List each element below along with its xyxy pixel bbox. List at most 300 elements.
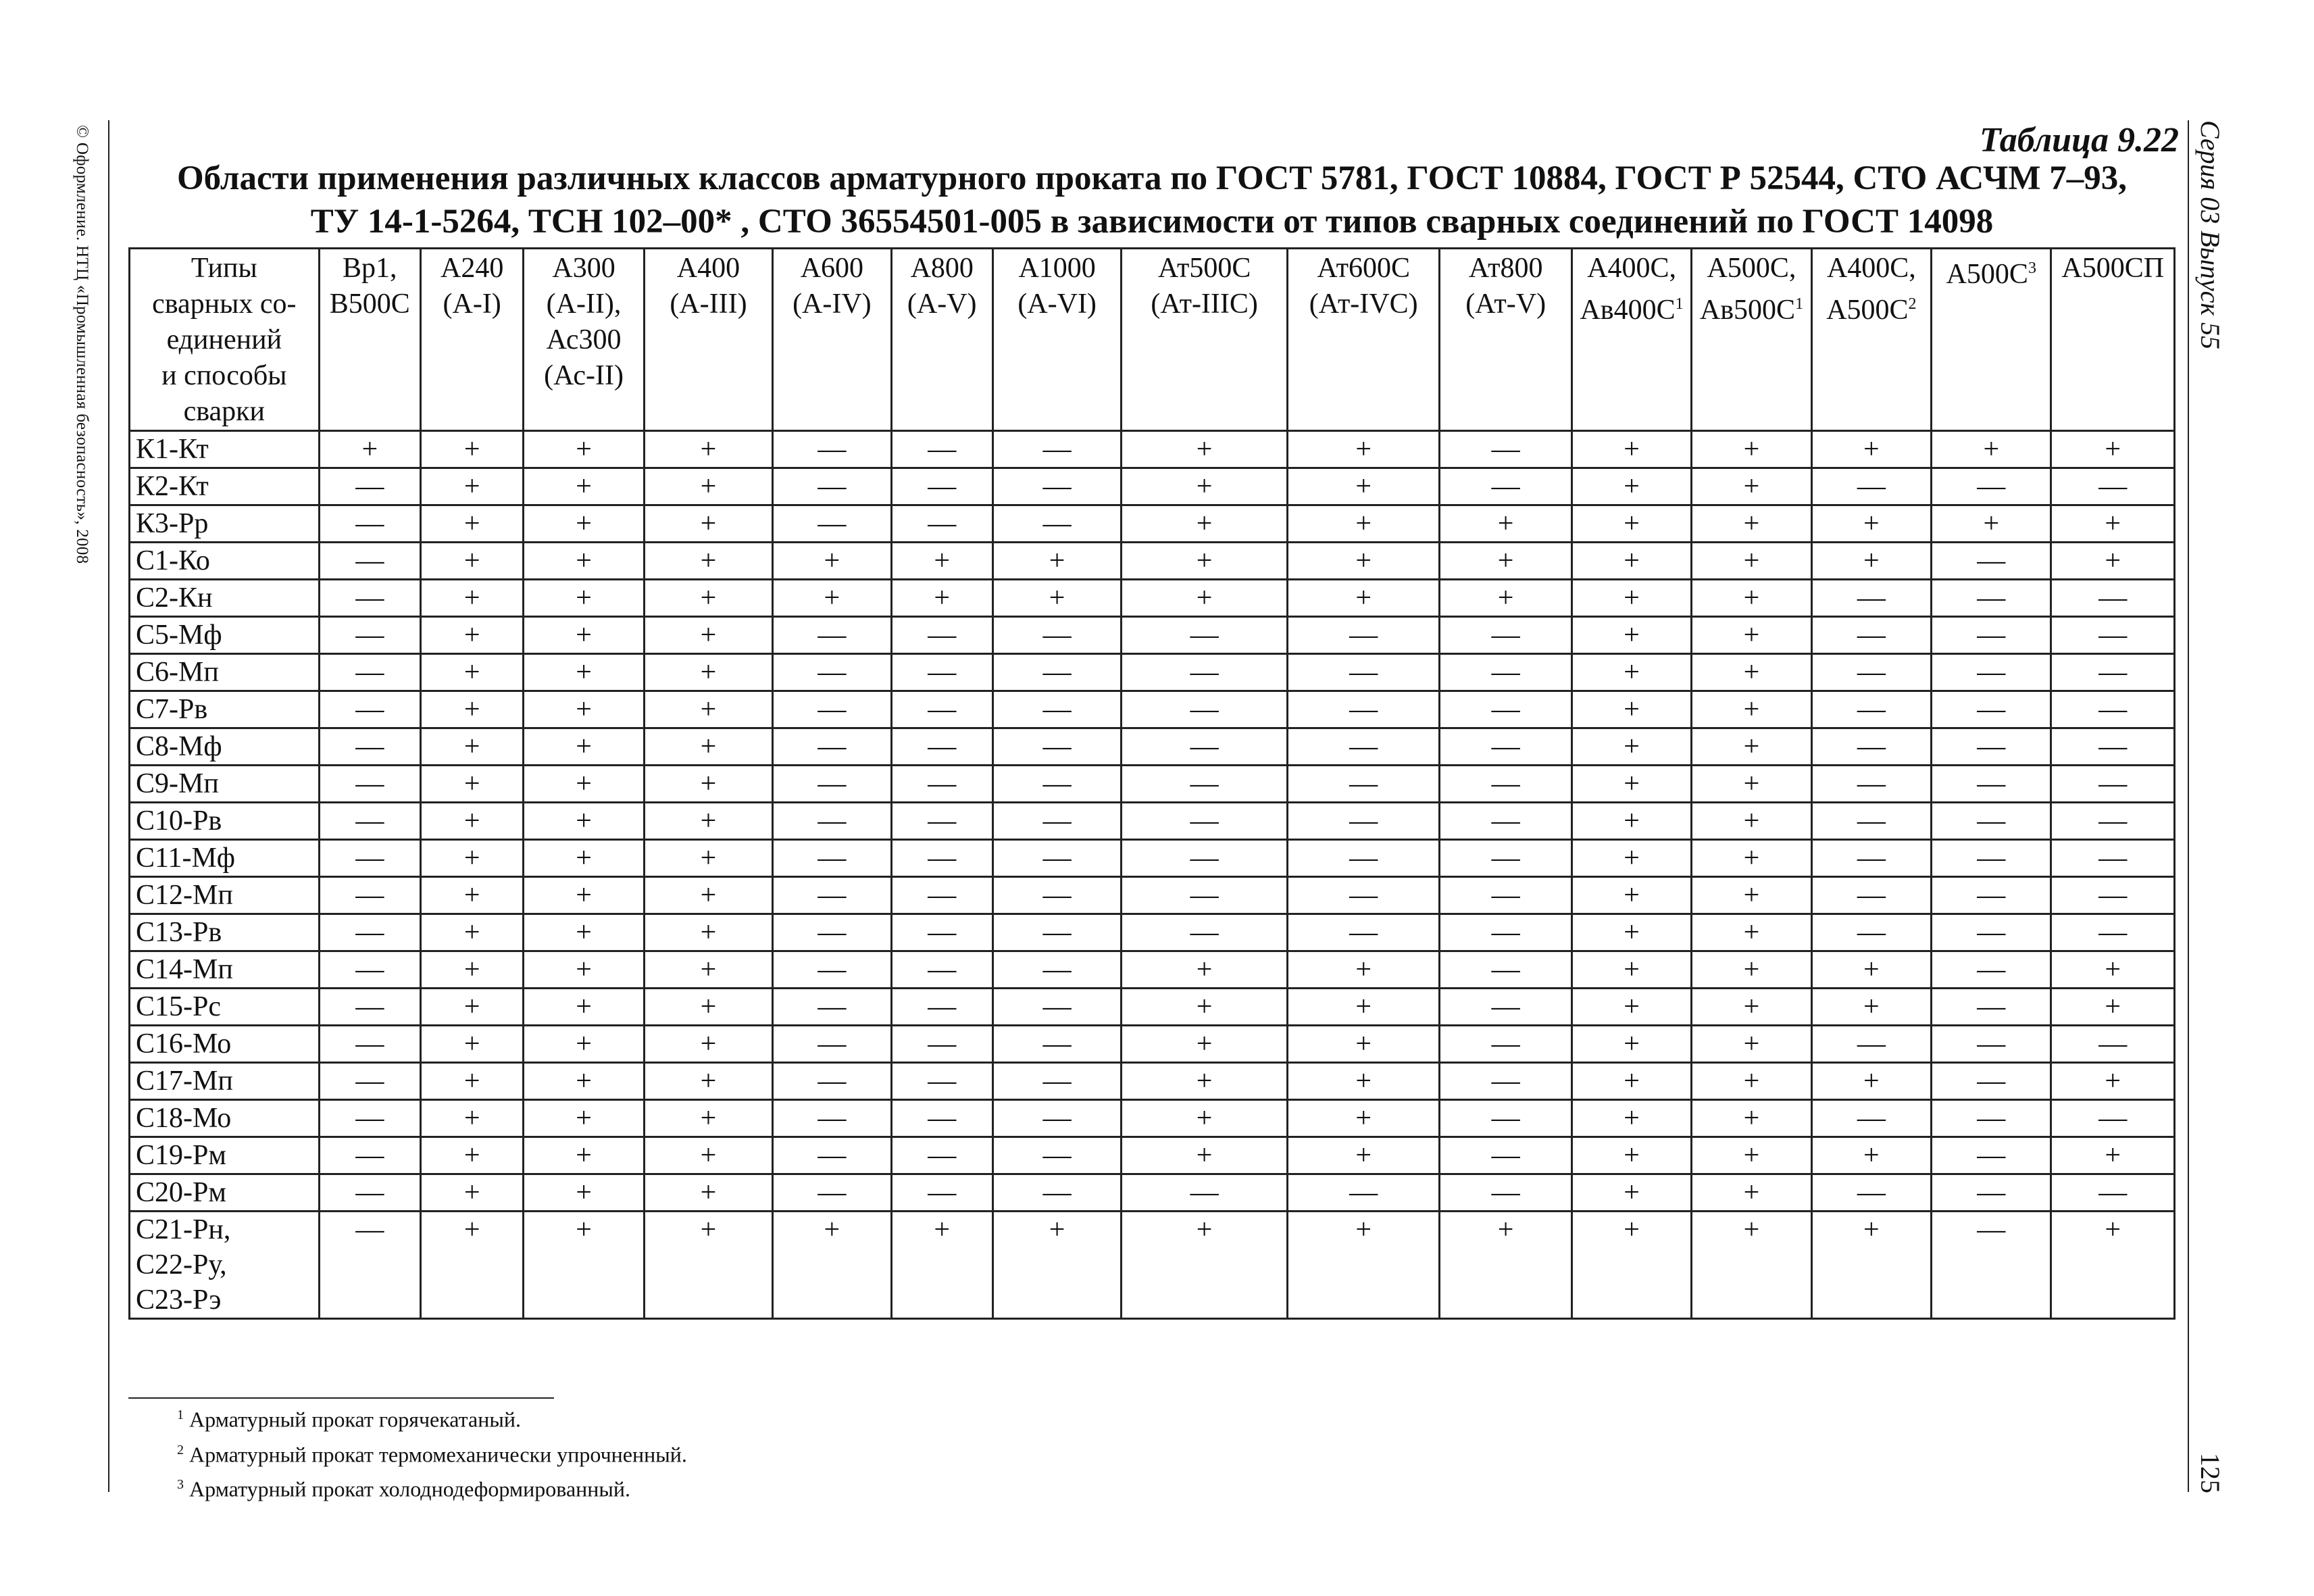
- row-label: К3-Рр: [130, 505, 320, 543]
- table-cell: +: [1692, 951, 1811, 989]
- table-cell: —: [1440, 728, 1571, 766]
- table-cell: +: [1571, 1063, 1691, 1100]
- table-cell: +: [644, 1174, 772, 1212]
- table-cell: —: [773, 1137, 891, 1174]
- table-cell: +: [524, 766, 644, 803]
- table-cell: —: [1440, 1026, 1571, 1063]
- table-cell: +: [1932, 431, 2051, 468]
- table-cell: +: [644, 468, 772, 505]
- table-row: [130, 1063, 2175, 1100]
- table-cell: —: [319, 728, 420, 766]
- table-cell: —: [1122, 1174, 1288, 1212]
- table-row: [130, 766, 2175, 803]
- table-cell: —: [773, 1174, 891, 1212]
- table-row: [130, 691, 2175, 728]
- table-cell: +: [644, 431, 772, 468]
- table-row: [130, 431, 2175, 468]
- table-cell: +: [1287, 505, 1440, 543]
- table-title: [128, 157, 2175, 243]
- table-cell: +: [1811, 1212, 1931, 1319]
- table-cell: +: [1287, 1137, 1440, 1174]
- table-cell: —: [1440, 951, 1571, 989]
- table-cell: +: [319, 431, 420, 468]
- table-cell: —: [992, 1137, 1121, 1174]
- table-cell: +: [420, 580, 523, 617]
- table-cell: +: [420, 1026, 523, 1063]
- table-cell: —: [2051, 1174, 2175, 1212]
- table-cell: +: [1440, 580, 1571, 617]
- table-cell: —: [992, 766, 1121, 803]
- table-cell: +: [2051, 505, 2175, 543]
- table-cell: +: [420, 468, 523, 505]
- table-row: [130, 914, 2175, 951]
- table-cell: —: [1932, 1063, 2051, 1100]
- table-cell: —: [992, 691, 1121, 728]
- table-cell: +: [524, 431, 644, 468]
- table-cell: —: [2051, 1026, 2175, 1063]
- row-label: С16-Мо: [130, 1026, 320, 1063]
- table-cell: —: [1932, 1100, 2051, 1137]
- right-margin-rule: [2188, 120, 2189, 1492]
- table-row: [130, 989, 2175, 1026]
- table-row: [130, 505, 2175, 543]
- table-cell: —: [319, 1063, 420, 1100]
- table-row: [130, 468, 2175, 505]
- table-cell: —: [992, 1063, 1121, 1100]
- row-label: С19-Рм: [130, 1137, 320, 1174]
- table-cell: —: [891, 914, 992, 951]
- table-cell: —: [1932, 691, 2051, 728]
- table-cell: —: [1811, 580, 1931, 617]
- table-cell: —: [1287, 654, 1440, 691]
- table-cell: —: [1811, 766, 1931, 803]
- table-row: [130, 617, 2175, 654]
- table-cell: —: [1811, 877, 1931, 914]
- footnote-ref-1: 1: [1795, 295, 1804, 313]
- table-cell: —: [1811, 803, 1931, 840]
- table-cell: —: [773, 691, 891, 728]
- table-body: [130, 431, 2175, 1319]
- table-cell: +: [420, 691, 523, 728]
- series-label: Серия 03 Выпуск 55: [2195, 120, 2225, 350]
- table-cell: —: [2051, 914, 2175, 951]
- table-cell: +: [891, 580, 992, 617]
- header-a400c-av400c: А400С, $Ав400С^1$: [1571, 249, 1691, 431]
- table-row: [130, 654, 2175, 691]
- table-cell: +: [644, 914, 772, 951]
- table-row: [130, 1100, 2175, 1137]
- page-number: 125: [2195, 1453, 2225, 1493]
- table-cell: —: [1932, 1137, 2051, 1174]
- table-cell: —: [1287, 1174, 1440, 1212]
- table-cell: +: [644, 543, 772, 580]
- table-cell: —: [1440, 617, 1571, 654]
- table-cell: +: [1287, 1212, 1440, 1319]
- table-cell: +: [1287, 468, 1440, 505]
- table-cell: +: [1932, 505, 2051, 543]
- table-cell: +: [1122, 543, 1288, 580]
- table-cell: —: [891, 803, 992, 840]
- table-row: [130, 728, 2175, 766]
- table-cell: +: [644, 1100, 772, 1137]
- table-cell: —: [891, 877, 992, 914]
- table-cell: +: [1440, 543, 1571, 580]
- table-cell: +: [1122, 1100, 1288, 1137]
- table-cell: +: [1122, 1063, 1288, 1100]
- table-cell: —: [1287, 914, 1440, 951]
- table-cell: +: [1692, 505, 1811, 543]
- table-cell: +: [1571, 951, 1691, 989]
- table-row: [130, 951, 2175, 989]
- table-cell: —: [1440, 1174, 1571, 1212]
- table-cell: +: [524, 691, 644, 728]
- table-cell: +: [644, 766, 772, 803]
- table-row: [130, 580, 2175, 617]
- table-cell: +: [524, 1063, 644, 1100]
- header-at500c: Ат500С (Ат-IIIС): [1122, 249, 1288, 431]
- table-cell: —: [1811, 1026, 1931, 1063]
- table-cell: —: [1122, 766, 1288, 803]
- row-label: С8-Мф: [130, 728, 320, 766]
- table-cell: —: [1811, 468, 1931, 505]
- table-cell: —: [773, 617, 891, 654]
- table-cell: +: [1571, 691, 1691, 728]
- table-cell: +: [1692, 1174, 1811, 1212]
- table-cell: —: [2051, 803, 2175, 840]
- table-cell: —: [891, 1026, 992, 1063]
- table-cell: +: [1692, 1100, 1811, 1137]
- table-cell: +: [1811, 951, 1931, 989]
- table-cell: —: [2051, 840, 2175, 877]
- table-cell: —: [773, 505, 891, 543]
- table-cell: +: [644, 1212, 772, 1319]
- table-cell: +: [420, 989, 523, 1026]
- table-cell: —: [319, 468, 420, 505]
- table-cell: +: [420, 617, 523, 654]
- table-cell: +: [644, 877, 772, 914]
- table-cell: —: [1440, 431, 1571, 468]
- table-cell: +: [1692, 766, 1811, 803]
- table-cell: +: [1571, 468, 1691, 505]
- table-cell: +: [1287, 580, 1440, 617]
- table-cell: +: [644, 580, 772, 617]
- row-label: С17-Мп: [130, 1063, 320, 1100]
- table-cell: —: [1932, 989, 2051, 1026]
- table-cell: +: [1122, 1212, 1288, 1319]
- table-cell: —: [1287, 840, 1440, 877]
- table-cell: —: [773, 468, 891, 505]
- table-cell: +: [1122, 989, 1288, 1026]
- table-cell: —: [992, 989, 1121, 1026]
- table-cell: +: [2051, 1212, 2175, 1319]
- table-cell: +: [1571, 1174, 1691, 1212]
- header-a240: А240 (А-I): [420, 249, 523, 431]
- row-label: С1-Ко: [130, 543, 320, 580]
- table-row: [130, 1212, 2175, 1319]
- table-cell: +: [644, 1063, 772, 1100]
- table-cell: +: [1571, 1212, 1691, 1319]
- header-a800: А800 (А-V): [891, 249, 992, 431]
- table-cell: —: [1122, 691, 1288, 728]
- table-cell: —: [773, 728, 891, 766]
- header-a600: А600 (А-IV): [773, 249, 891, 431]
- table-cell: —: [1440, 1063, 1571, 1100]
- header-a400c-a500c: А400С, $А500С^2$: [1811, 249, 1931, 431]
- table-cell: —: [1440, 691, 1571, 728]
- header-a500c-av500c: А500С, $Ав500С^1$: [1692, 249, 1811, 431]
- table-cell: —: [319, 840, 420, 877]
- table-cell: —: [1811, 617, 1931, 654]
- table-cell: +: [1440, 1212, 1571, 1319]
- table-cell: —: [773, 1100, 891, 1137]
- table-cell: +: [420, 431, 523, 468]
- row-label: С14-Мп: [130, 951, 320, 989]
- table-cell: —: [1932, 766, 2051, 803]
- table-cell: —: [891, 989, 992, 1026]
- table-cell: —: [773, 803, 891, 840]
- table-cell: —: [891, 691, 992, 728]
- application-table: [128, 247, 2175, 1320]
- table-cell: —: [319, 543, 420, 580]
- row-label: К2-Кт: [130, 468, 320, 505]
- table-cell: +: [1692, 654, 1811, 691]
- table-cell: +: [524, 1212, 644, 1319]
- table-cell: —: [1122, 840, 1288, 877]
- header-at600c: Ат600С (Ат-IVС): [1287, 249, 1440, 431]
- table-cell: —: [891, 1063, 992, 1100]
- table-cell: +: [420, 654, 523, 691]
- table-cell: +: [773, 543, 891, 580]
- table-cell: +: [524, 840, 644, 877]
- table-cell: —: [1440, 654, 1571, 691]
- table-cell: —: [319, 1174, 420, 1212]
- table-cell: —: [2051, 766, 2175, 803]
- table-cell: —: [319, 1137, 420, 1174]
- table-cell: —: [1932, 951, 2051, 989]
- table-cell: +: [524, 989, 644, 1026]
- table-cell: +: [773, 580, 891, 617]
- row-label: С5-Мф: [130, 617, 320, 654]
- table-cell: —: [1440, 1137, 1571, 1174]
- table-cell: +: [524, 468, 644, 505]
- table-cell: —: [1932, 840, 2051, 877]
- table-cell: +: [1811, 505, 1931, 543]
- table-cell: +: [524, 914, 644, 951]
- table-cell: +: [1571, 914, 1691, 951]
- table-cell: +: [1692, 840, 1811, 877]
- table-cell: —: [992, 1026, 1121, 1063]
- table-cell: +: [1571, 989, 1691, 1026]
- table-cell: +: [1287, 989, 1440, 1026]
- table-cell: +: [644, 803, 772, 840]
- table-cell: —: [2051, 877, 2175, 914]
- table-cell: +: [1692, 580, 1811, 617]
- table-cell: +: [1692, 543, 1811, 580]
- table-cell: —: [992, 431, 1121, 468]
- row-label: С15-Рс: [130, 989, 320, 1026]
- table-cell: +: [1692, 803, 1811, 840]
- table-cell: —: [319, 803, 420, 840]
- table-cell: +: [524, 728, 644, 766]
- table-cell: +: [420, 1174, 523, 1212]
- table-cell: —: [891, 1100, 992, 1137]
- table-cell: —: [773, 914, 891, 951]
- table-cell: —: [2051, 468, 2175, 505]
- row-label: С2-Кн: [130, 580, 320, 617]
- table-cell: +: [644, 1137, 772, 1174]
- footnote-ref-1: 1: [1675, 295, 1684, 313]
- table-cell: —: [891, 840, 992, 877]
- table-cell: —: [319, 654, 420, 691]
- table-cell: +: [1692, 728, 1811, 766]
- table-cell: +: [1692, 1212, 1811, 1319]
- title-line-2: ТУ 14-1-5264, ТСН 102–00* , СТО 36554501-005 в зависимости от типов сварных соединений по ГОСТ 14098: [310, 203, 1994, 241]
- table-cell: +: [1692, 617, 1811, 654]
- table-cell: —: [773, 431, 891, 468]
- table-cell: +: [1692, 1026, 1811, 1063]
- table-cell: —: [319, 617, 420, 654]
- table-cell: +: [1692, 1063, 1811, 1100]
- table-cell: —: [319, 691, 420, 728]
- left-margin-rule: [108, 120, 109, 1492]
- table-cell: —: [773, 877, 891, 914]
- table-cell: —: [773, 840, 891, 877]
- table-cell: +: [420, 1137, 523, 1174]
- table-cell: +: [524, 1174, 644, 1212]
- table-cell: +: [1287, 1026, 1440, 1063]
- table-row: [130, 803, 2175, 840]
- footnote-1: $^1$ Арматурный прокат горячекатаный.: [177, 1407, 521, 1432]
- table-cell: —: [891, 728, 992, 766]
- table-cell: —: [1811, 840, 1931, 877]
- table-cell: +: [992, 580, 1121, 617]
- table-row: [130, 1026, 2175, 1063]
- table-cell: +: [1811, 431, 1931, 468]
- table-cell: —: [1287, 728, 1440, 766]
- table-cell: —: [992, 840, 1121, 877]
- table-cell: +: [420, 840, 523, 877]
- table-cell: +: [644, 617, 772, 654]
- row-label: С7-Рв: [130, 691, 320, 728]
- table-cell: +: [644, 654, 772, 691]
- row-label: С9-Мп: [130, 766, 320, 803]
- row-label: С13-Рв: [130, 914, 320, 951]
- table-cell: —: [992, 617, 1121, 654]
- table-cell: +: [420, 543, 523, 580]
- row-label: С10-Рв: [130, 803, 320, 840]
- table-row: [130, 1174, 2175, 1212]
- table-cell: +: [1122, 431, 1288, 468]
- table-cell: —: [992, 1100, 1121, 1137]
- table-cell: —: [1932, 543, 2051, 580]
- table-cell: +: [1571, 1026, 1691, 1063]
- table-cell: —: [1811, 654, 1931, 691]
- table-cell: —: [1122, 617, 1288, 654]
- table-cell: —: [891, 766, 992, 803]
- table-cell: +: [420, 1212, 523, 1319]
- table-cell: —: [1287, 877, 1440, 914]
- table-cell: —: [891, 951, 992, 989]
- table-cell: —: [2051, 691, 2175, 728]
- table-cell: —: [773, 989, 891, 1026]
- table-cell: +: [992, 1212, 1121, 1319]
- table-cell: —: [992, 728, 1121, 766]
- table-cell: —: [1440, 766, 1571, 803]
- table-cell: —: [2051, 1100, 2175, 1137]
- table-cell: +: [1571, 654, 1691, 691]
- table-cell: +: [524, 1026, 644, 1063]
- row-label: С11-Мф: [130, 840, 320, 877]
- table-cell: +: [420, 877, 523, 914]
- header-a1000: А1000 (А-VI): [992, 249, 1121, 431]
- table-cell: —: [773, 1026, 891, 1063]
- table-cell: —: [319, 989, 420, 1026]
- table-cell: +: [1692, 431, 1811, 468]
- table-cell: +: [524, 617, 644, 654]
- table-cell: —: [2051, 580, 2175, 617]
- table-cell: —: [1440, 877, 1571, 914]
- table-cell: +: [1571, 543, 1691, 580]
- table-cell: —: [1287, 803, 1440, 840]
- header-a500cp: А500СП: [2051, 249, 2175, 431]
- table-cell: —: [992, 803, 1121, 840]
- table-cell: —: [1440, 989, 1571, 1026]
- copyright-note: © Оформление. НТЦ «Промышленная безопасность», 2008: [73, 125, 91, 564]
- header-vr1: Вр1, В500С: [319, 249, 420, 431]
- table-cell: +: [1287, 1063, 1440, 1100]
- table-cell: —: [1932, 914, 2051, 951]
- table-cell: +: [1692, 989, 1811, 1026]
- table-cell: +: [1811, 1137, 1931, 1174]
- table-cell: —: [1122, 728, 1288, 766]
- table-cell: —: [2051, 617, 2175, 654]
- table-cell: +: [1571, 803, 1691, 840]
- table-cell: —: [1811, 914, 1931, 951]
- table-cell: +: [420, 1100, 523, 1137]
- table-cell: —: [1440, 468, 1571, 505]
- table-cell: —: [1440, 914, 1571, 951]
- table-cell: +: [1287, 1100, 1440, 1137]
- table-cell: —: [773, 766, 891, 803]
- footnote-ref-2: 2: [1908, 295, 1917, 313]
- header-a500c: $А500С^3$: [1932, 249, 2051, 431]
- table-cell: —: [319, 766, 420, 803]
- table-cell: —: [891, 431, 992, 468]
- table-cell: +: [420, 505, 523, 543]
- table-cell: +: [524, 951, 644, 989]
- table-cell: +: [1287, 431, 1440, 468]
- table-cell: —: [773, 951, 891, 989]
- table-cell: —: [319, 505, 420, 543]
- table-cell: —: [992, 877, 1121, 914]
- table-cell: +: [1571, 1137, 1691, 1174]
- table-header-row: [130, 249, 2175, 431]
- title-line-1: Области применения различных классов арматурного проката по ГОСТ 5781, ГОСТ 10884, ГОСТ Р 52544, СТО АСЧМ 7–93,: [177, 159, 2127, 197]
- table-cell: +: [420, 1063, 523, 1100]
- table-cell: —: [891, 468, 992, 505]
- table-cell: +: [1571, 431, 1691, 468]
- table-cell: +: [1811, 989, 1931, 1026]
- table-cell: +: [1692, 914, 1811, 951]
- table-cell: —: [891, 505, 992, 543]
- table-cell: —: [1287, 766, 1440, 803]
- table-cell: —: [1122, 914, 1288, 951]
- table-cell: —: [1287, 617, 1440, 654]
- table-cell: +: [1571, 505, 1691, 543]
- table-cell: —: [319, 1212, 420, 1319]
- table-cell: +: [1440, 505, 1571, 543]
- table-cell: +: [644, 989, 772, 1026]
